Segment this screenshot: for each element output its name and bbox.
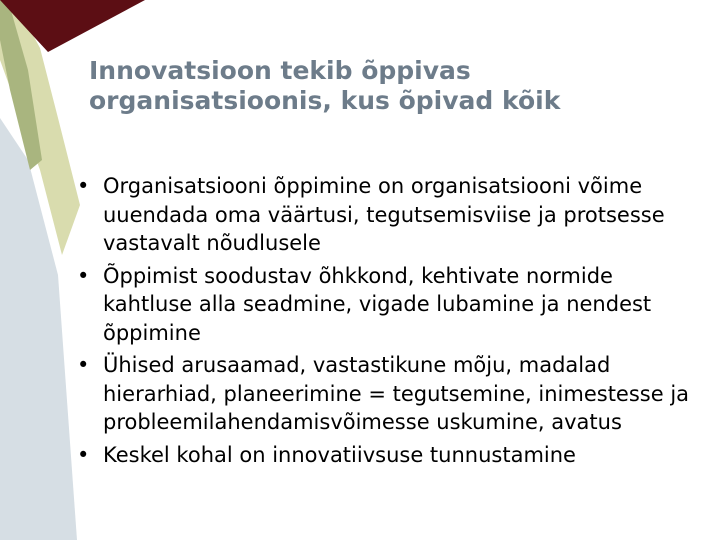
title-line: Innovatsioon tekib õppivas <box>89 56 471 85</box>
bullet-text: Ühised arusaamad, vastastikune mõju, madalad hierarhiad, planeerimine = tegutsemine, inimestesse ja probleemilahendamisvõimesse uskumine, avatus <box>103 353 690 434</box>
title-line: organisatsioonis, kus õpivad kõik <box>89 86 561 115</box>
bullet-icon: • <box>77 263 90 288</box>
list-item <box>76 351 706 437</box>
list-item <box>76 172 706 258</box>
bullet-text: Keskel kohal on innovatiivsuse tunnustamine <box>103 442 576 467</box>
list-item <box>76 262 706 348</box>
slide-title <box>89 56 689 116</box>
bullet-icon: • <box>77 174 90 198</box>
list-item <box>76 441 706 470</box>
bullet-icon: • <box>77 442 90 467</box>
bullet-list <box>76 172 706 473</box>
bullet-icon: • <box>77 353 90 377</box>
bullet-text: Organisatsiooni õppimine on organisatsiooni võime uuendada oma väärtusi, tegutsemisviise ja protsesse vastavalt nõudlusele <box>103 174 665 255</box>
bullet-text: Õppimist soodustav õhkkond, kehtivate normide kahtluse alla seadmine, vigade lubamine ja nendest õppimine <box>103 263 652 345</box>
